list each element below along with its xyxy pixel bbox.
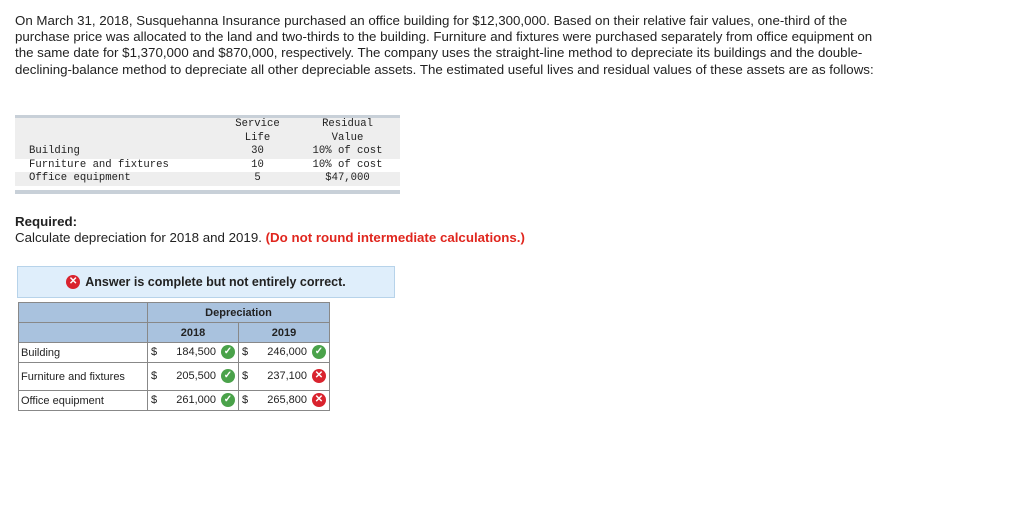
table-row [19,343,330,363]
row-label-text: Furniture and fixtures [21,371,125,383]
furniture-2018-cell[interactable] [148,363,239,391]
header-life: Life [244,131,271,144]
answer-value[interactable]: 265,800 [267,394,307,406]
currency-symbol: $ [151,370,158,382]
currency-symbol: $ [242,370,249,382]
row-label-building: Building [19,343,148,363]
banner-text: Answer is complete but not entirely correct. [85,275,346,289]
col-header-2019: 2019 [239,323,330,343]
ref-row [15,172,400,186]
currency-symbol: $ [151,394,158,406]
equipment-2019-cell[interactable] [239,391,330,411]
residual-value: 10% of cost [312,145,383,157]
answer-value[interactable]: 246,000 [267,346,307,358]
table-row [19,391,330,411]
header-service: Service [235,118,280,130]
x-circle-icon: ✕ [312,393,326,407]
blank-header [19,303,148,323]
required-text [15,230,525,245]
depreciation-header: Depreciation [148,303,330,323]
check-icon: ✓ [312,345,326,359]
col-header-2018: 2018 [148,323,239,343]
building-2019-cell[interactable] [239,343,330,363]
answer-status-banner [17,266,395,298]
answer-value[interactable]: 237,100 [267,370,307,382]
check-icon: ✓ [221,393,235,407]
table-bottom-rule [15,190,400,194]
x-circle-icon: ✕ [66,275,80,289]
header-residual: Residual [322,118,373,130]
header-value: Value [331,131,364,144]
answer-value[interactable]: 184,500 [176,346,216,358]
furniture-2019-cell[interactable] [239,363,330,391]
answer-value[interactable]: 205,500 [176,370,216,382]
check-icon: ✓ [221,345,235,359]
blank-header [19,323,148,343]
x-circle-icon: ✕ [312,369,326,383]
residual-value: 10% of cost [312,158,383,171]
required-title: Required: [15,214,78,229]
currency-symbol: $ [242,394,249,406]
answer-value[interactable]: 261,000 [176,394,216,406]
asset-name: Building [29,145,80,157]
building-2018-cell[interactable] [148,343,239,363]
ref-row [15,159,400,173]
ref-row [15,145,400,159]
equipment-2018-cell[interactable] [148,391,239,411]
table-row [19,363,330,391]
asset-name: Office equipment [29,172,131,184]
service-life: 30 [251,145,264,157]
currency-symbol: $ [242,346,249,358]
asset-name: Furniture and fixtures [29,158,169,171]
problem-intro: On March 31, 2018, Susquehanna Insurance purchased an office building for $12,300,000. Based on their relative fair values, one-third of the purchase price was allocated to the land and two-thirds to the building. Furniture and fixtures were purchased separately from office equipment on the same date for $1,370,000 and $870,000, respectively. The company uses the straight-line method to depreciate its buildings and the double-declining-balance method to depreciate all other depreciable assets. The estimated useful lives and residual values of these assets are as follows: [15,13,874,77]
service-life: 5 [254,172,261,184]
currency-symbol: $ [151,346,158,358]
service-life: 10 [251,158,264,171]
required-instruction: Calculate depreciation for 2018 and 2019. [15,230,266,245]
check-icon: ✓ [221,369,235,383]
answer-table [18,302,330,411]
rounding-note: (Do not round intermediate calculations.) [265,230,525,245]
residual-value: $47,000 [325,172,370,184]
reference-table [15,115,400,194]
row-label-office-equipment: Office equipment [19,391,148,411]
row-label-furniture [19,363,148,391]
